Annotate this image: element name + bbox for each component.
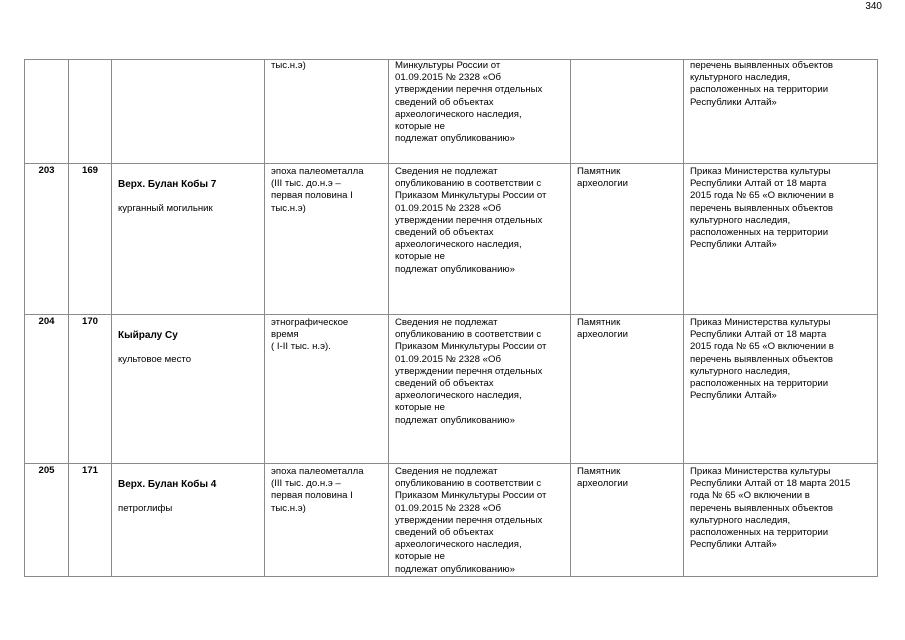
cell-info: Сведения не подлежат опубликованию в соответствии с Приказом Минкультуры России от 01.09.2015 № 2328 «Об утверждении перечня отдельных сведений об объектах археологического наследия, которые не подлежат опубликованию» [389, 164, 571, 315]
cell-dating: эпоха палеометалла (III тыс. до.н.э – первая половина I тыс.н.э) [265, 464, 389, 577]
cell-info: Сведения не подлежат опубликованию в соответствии с Приказом Минкультуры России от 01.09.2015 № 2328 «Об утверждении перечня отдельных сведений об объектах археологического наследия, которые не подлежат опубликованию» [389, 464, 571, 577]
cell-document: перечень выявленных объектов культурного наследия, расположенных на территории Республики Алтай» [684, 60, 878, 164]
cell-name [112, 164, 265, 315]
cell-info: Сведения не подлежат опубликованию в соответствии с Приказом Минкультуры России от 01.09.2015 № 2328 «Об утверждении перечня отдельных сведений об объектах археологического наследия, которые не подлежат опубликованию» [389, 315, 571, 464]
table-row [25, 164, 878, 315]
page-number: 340 [865, 1, 882, 12]
cell-reg: 171 [69, 464, 112, 577]
cell-category: Памятник археологии [571, 164, 684, 315]
cell-name [112, 315, 265, 464]
cell-document: Приказ Министерства культуры Республики Алтай от 18 марта 2015 года № 65 «О включении в перечень выявленных объектов культурного наследия, расположенных на территории Республики Алтай» [684, 464, 878, 577]
cell-num: 203 [25, 164, 69, 315]
cell-category [571, 60, 684, 164]
cell-reg: 170 [69, 315, 112, 464]
object-type: курганный могильник [118, 203, 213, 215]
object-name: Кыйралу Су [118, 330, 178, 342]
object-type: петроглифы [118, 503, 173, 515]
cell-reg: 169 [69, 164, 112, 315]
cell-dating: эпоха палеометалла (III тыс. до.н.э – первая половина I тыс.н.э) [265, 164, 389, 315]
cell-name [112, 464, 265, 577]
cell-num: 204 [25, 315, 69, 464]
cell-document: Приказ Министерства культуры Республики Алтай от 18 марта 2015 года № 65 «О включении в перечень выявленных объектов культурного наследия, расположенных на территории Республики Алтай» [684, 315, 878, 464]
cell-info: Минкультуры России от 01.09.2015 № 2328 «Об утверждении перечня отдельных сведений об объектах археологического наследия, которые не подлежат опубликованию» [389, 60, 571, 164]
table-row [25, 315, 878, 464]
cell-name [112, 60, 265, 164]
cell-num: 205 [25, 464, 69, 577]
cell-num [25, 60, 69, 164]
cell-category: Памятник археологии [571, 464, 684, 577]
table-row [25, 464, 878, 577]
cell-reg [69, 60, 112, 164]
cell-dating: тыс.н.э) [265, 60, 389, 164]
object-name: Верх. Булан Кобы 4 [118, 479, 217, 491]
cell-document: Приказ Министерства культуры Республики Алтай от 18 марта 2015 года № 65 «О включении в перечень выявленных объектов культурного наследия, расположенных на территории Республики Алтай» [684, 164, 878, 315]
cell-category: Памятник археологии [571, 315, 684, 464]
table-row-continuation [25, 60, 878, 164]
object-name: Верх. Булан Кобы 7 [118, 179, 217, 191]
cell-dating: этнографическое время ( I-II тыс. н.э). [265, 315, 389, 464]
object-type: культовое место [118, 354, 192, 366]
heritage-register-table [24, 59, 878, 577]
